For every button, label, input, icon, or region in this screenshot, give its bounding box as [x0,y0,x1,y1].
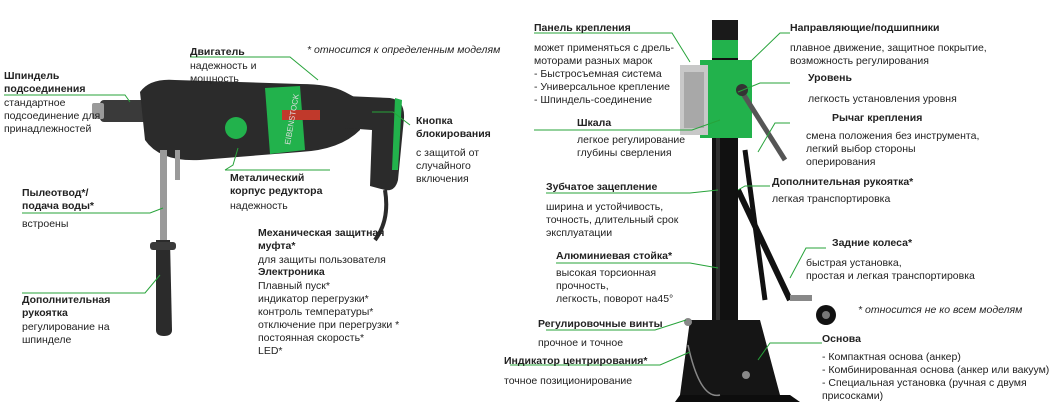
centering-title: Индикатор центрирования* [504,355,648,367]
clutch-title-2: муфта* [258,240,296,252]
base-desc-1: - Компактная основа (анкер) [822,351,961,363]
lock-button-desc-3: включения [416,173,469,185]
rack-title: Зубчатое зацепление [546,181,658,193]
column-desc-2: прочность, [556,280,609,292]
lock-button-title-2: блокирования [416,128,491,140]
lever-desc-1: смена положения без инструмента, [806,130,980,142]
motor-desc-1: надежность и [190,60,257,72]
electronics-item-2: индикатор перегрузки* [258,293,369,305]
base-desc-2: - Комбинированная основа (анкер или вакуум) [822,364,1050,376]
extra-handle-title-1: Дополнительная [22,294,111,306]
lock-button-desc-2: случайного [416,160,471,172]
column-desc-1: высокая торсионная [556,267,657,279]
wheels-title: Задние колеса* [832,237,913,249]
gear-case-title-1: Металический [230,172,305,184]
lever-title: Рычаг крепления [832,112,923,124]
gear-case-title-2: корпус редуктора [230,185,323,197]
electronics-title: Электроника [258,266,325,278]
stand-extra-handle-desc: легкая транспортировка [772,193,891,205]
electronics-item-1: Плавный пуск* [258,280,330,292]
brand-label: EIBENSTOCK [283,93,301,146]
mount-panel-desc-4: - Универсальное крепление [534,81,670,93]
column-desc-3: легкость, поворот на45° [556,293,674,305]
base-desc-4: присосками) [822,390,884,402]
wheels-desc-2: простая и легкая транспортировка [806,270,975,282]
spindle-desc-3: принадлежностей [4,123,92,135]
guides-desc-1: плавное движение, защитное покрытие, [790,42,987,54]
motor-desc-2: мощность [190,73,239,85]
scale-title: Шкала [577,117,612,129]
mount-panel-desc-5: - Шпиндель-соединение [534,94,653,106]
extra-handle-title-2: рукоятка [22,307,68,319]
electronics-item-3: контроль температуры* [258,306,374,318]
lock-button-desc-1: с защитой от [416,147,480,159]
electronics-item-4: отключение при перегрузки * [258,319,400,331]
mount-panel-desc-2: моторами разных марок [534,55,653,67]
clutch-desc: для защиты пользователя [258,254,386,266]
dust-water-desc: встроены [22,218,69,230]
screws-title: Регулировочные винты [538,318,663,330]
rack-desc-2: точность, длительный срок [546,214,679,226]
mount-panel-desc-3: - Быстросъемная система [534,68,662,80]
centering-desc: точное позиционирование [504,375,633,387]
gear-case-desc: надежность [230,200,288,212]
electronics-item-5: постоянная скорость* [258,332,365,344]
scale-desc-2: глубины сверления [577,147,672,159]
wheels-desc-1: быстрая установка, [806,257,902,269]
guides-desc-2: возможность регулирования [790,55,929,67]
scale-desc-1: легкое регулирование [577,134,686,146]
mount-panel-title: Панель крепления [534,22,631,34]
guides-title: Направляющие/подшипники [790,22,940,34]
spindle-title-1: Шпиндель [4,70,60,82]
dust-water-title-1: Пылеотвод*/ [22,187,89,199]
screws-desc: прочное и точное [538,337,624,349]
dust-water-title-2: подача воды* [22,200,95,212]
stand-extra-handle-title: Дополнительная рукоятка* [772,176,914,188]
right-footnote: * относится не ко всем моделям [858,304,1023,316]
mount-panel-desc-1: может применяться с дрель- [534,42,674,54]
clutch-title-1: Механическая защитная [258,227,385,239]
left-footnote: * относится к определенным моделям [307,44,501,56]
extra-handle-desc-1: регулирование на [22,321,110,333]
motor-title: Двигатель [190,46,245,58]
extra-handle-desc-2: шпинделе [22,334,72,346]
spindle-desc-2: подсоединение для [4,110,101,122]
lever-desc-2: легкий выбор стороны [806,143,916,155]
level-title: Уровень [808,72,852,84]
spindle-desc-1: стандартное [4,97,66,109]
rack-desc-1: ширина и устойчивость, [546,201,664,213]
base-desc-3: - Специальная установка (ручная с двумя [822,377,1027,389]
electronics-item-6: LED* [258,345,283,357]
lock-button-title-1: Кнопка [416,115,453,127]
level-desc: легкость установления уровня [808,93,957,105]
rack-desc-3: эксплуатации [546,227,613,239]
spindle-title-2: подсоединения [4,83,86,95]
column-title: Алюминиевая стойка* [556,250,673,262]
base-title: Основа [822,333,861,345]
lever-desc-3: оперирования [806,156,876,168]
